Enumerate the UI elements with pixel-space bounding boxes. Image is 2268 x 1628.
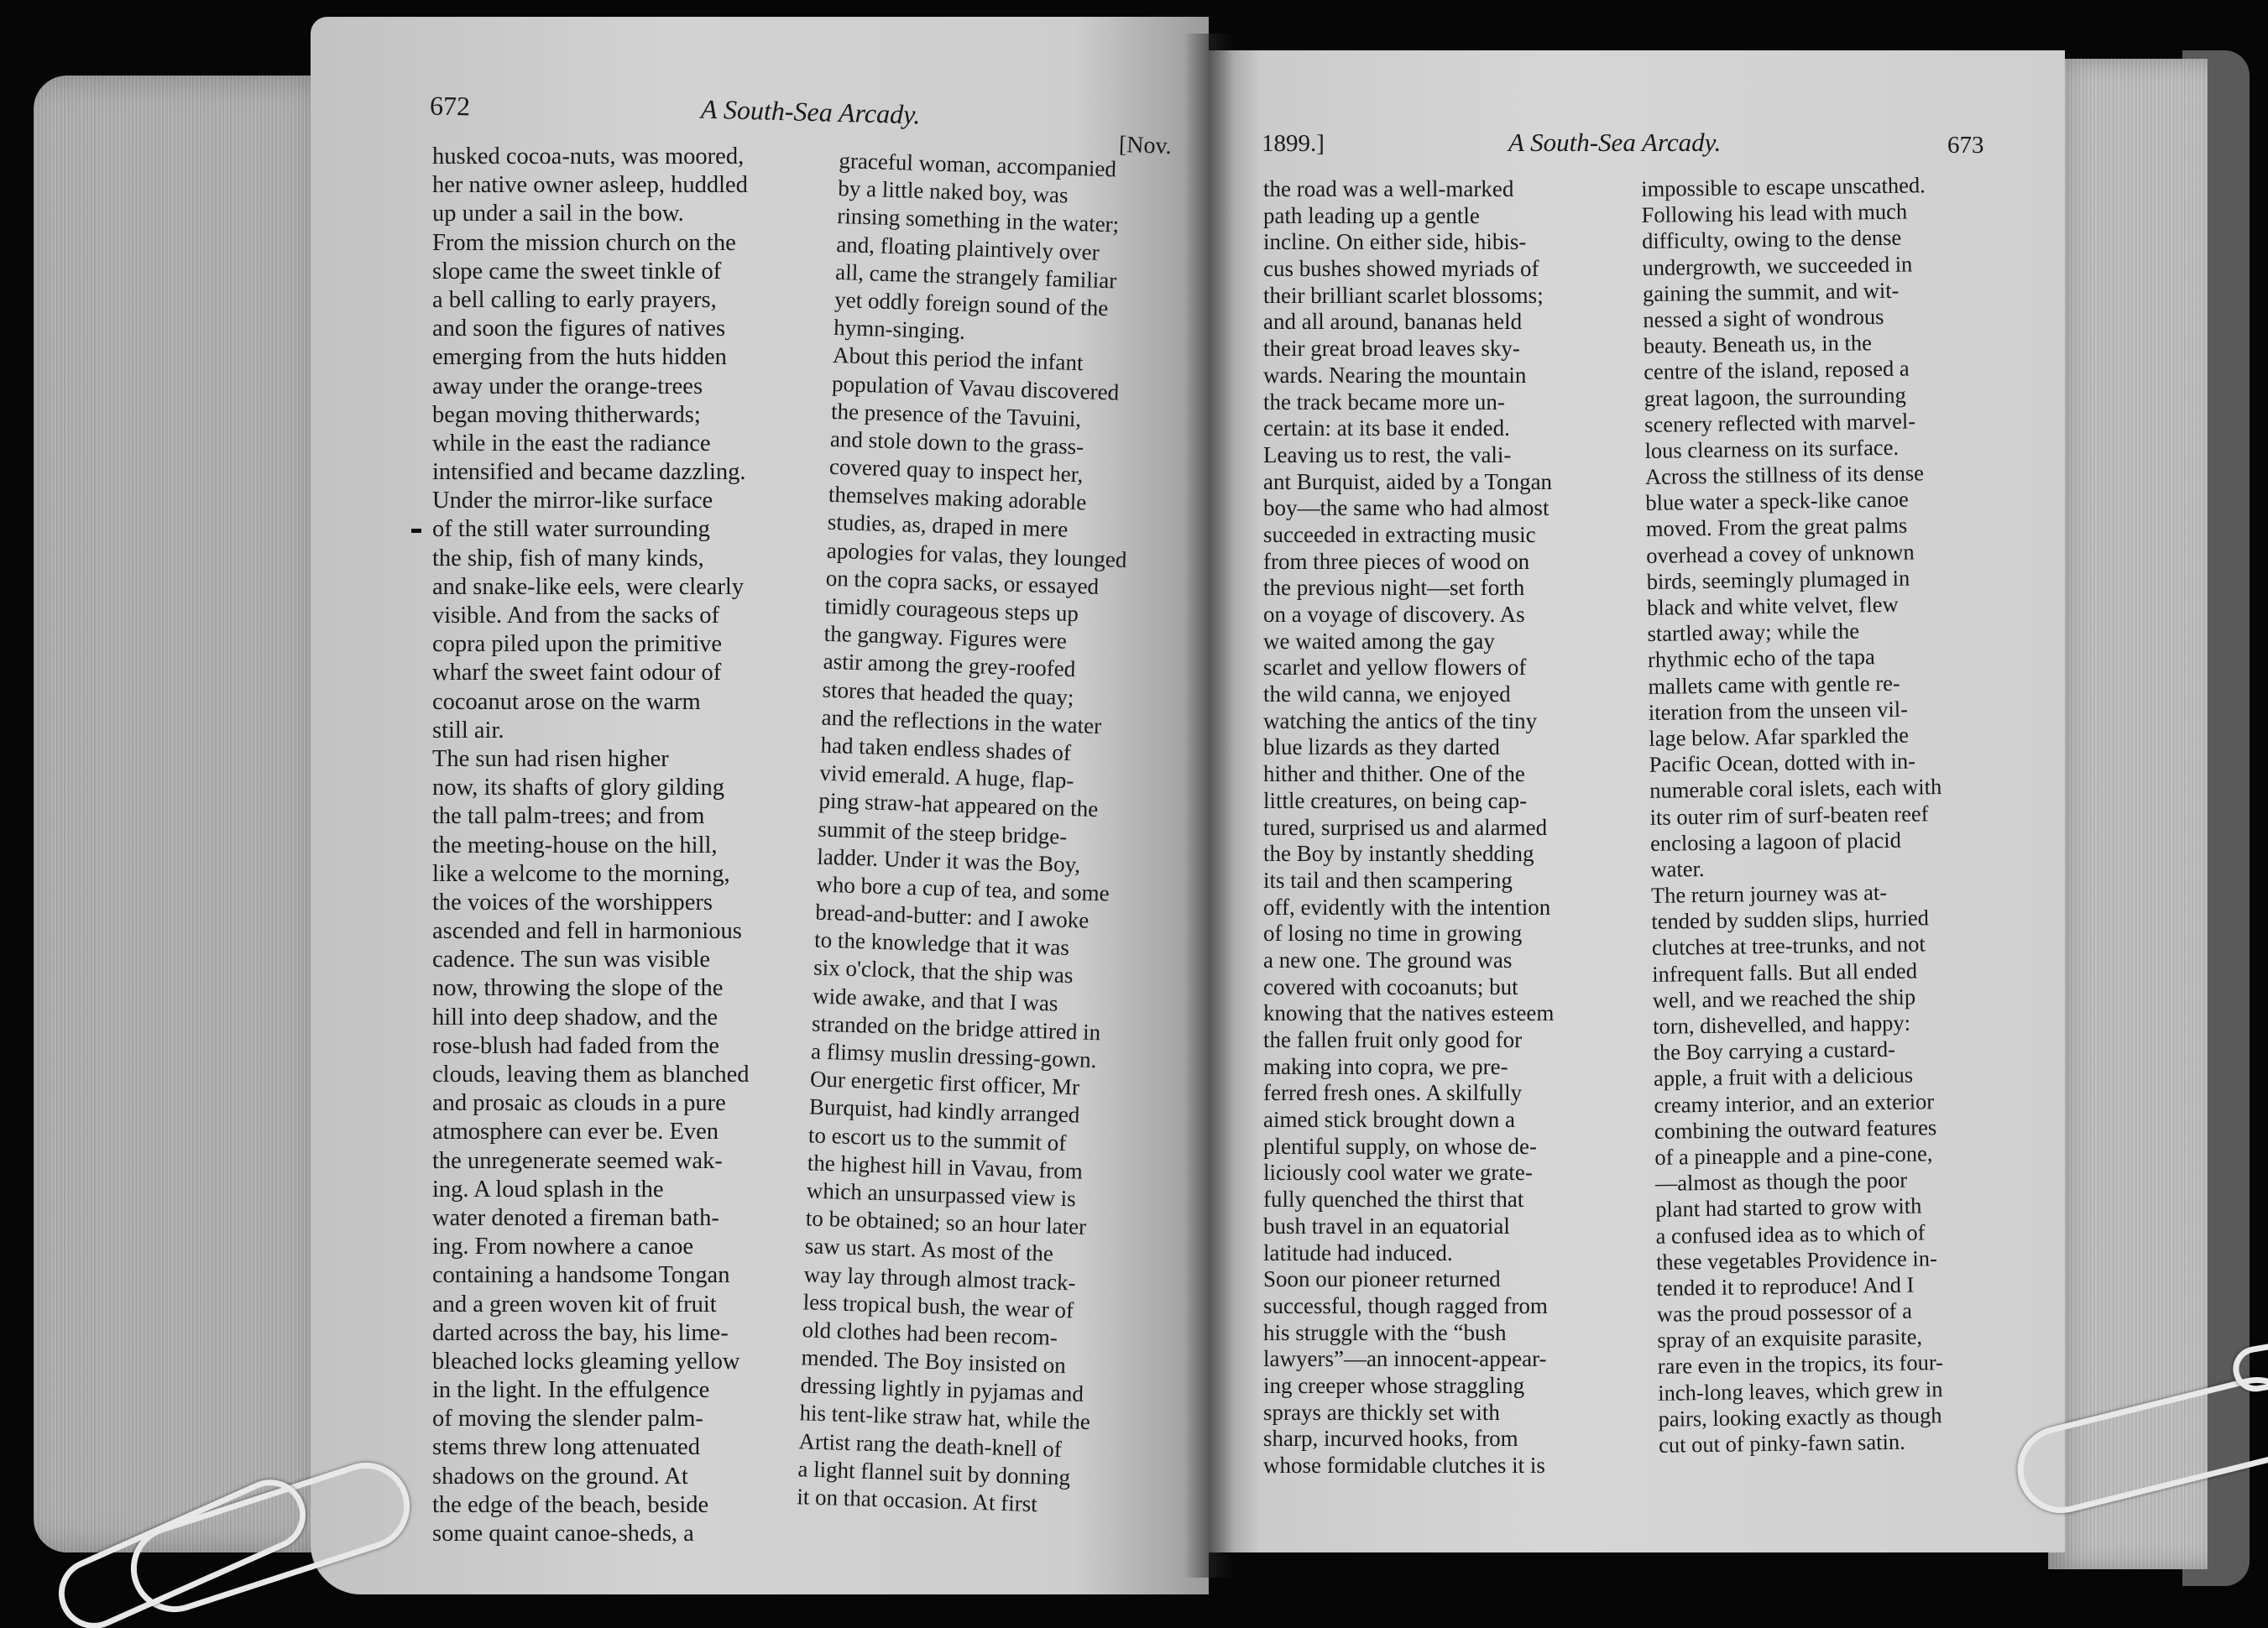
text-line: creamy interior, and an exterior [1654,1088,1935,1118]
text-line: torn, dishevelled, and happy: [1652,1010,1911,1039]
text-line: some quaint canoe-sheds, a [432,1521,694,1547]
text-line: less tropical bush, the wear of [802,1289,1074,1323]
left-page-number: 672 [429,90,471,122]
text-line: well, and we reached the ship [1652,984,1916,1013]
text-line: water. [1650,855,1705,882]
right-page-number: 673 [1947,132,1984,159]
text-line: bread-and-butter: and I awoke [814,899,1090,933]
text-line: bleached locks gleaming yellow [432,1348,740,1375]
text-line: away under the orange-trees [432,373,703,399]
text-line: in the light. In the effulgence [432,1377,710,1404]
text-line: their great broad leaves sky- [1263,336,1520,362]
text-line: making into copra, we pre- [1263,1053,1508,1079]
text-line: stems threw long attenuated [432,1434,700,1461]
text-line: hymn-singing. [833,315,966,344]
text-line: iteration from the unseen vil- [1648,696,1909,725]
text-line: clutches at tree-trunks, and not [1651,931,1926,961]
text-line: startled away; while the [1647,618,1860,647]
text-line: containing a handsome Tongan [432,1262,730,1289]
text-line: mallets came with gentle re- [1648,670,1900,699]
text-line: ing creeper whose straggling [1263,1372,1525,1398]
text-line: covered with cocoanuts; but [1263,973,1518,999]
right-page-column-1 [1263,176,1623,1479]
text-line: bush travel in an equatorial [1263,1213,1510,1239]
text-line: had taken endless shades of [820,732,1072,765]
right-running-title: A South-Sea Arcady. [1508,128,1722,157]
text-line: wharf the sweet faint odour of [432,660,722,686]
text-line: the track became more un- [1263,389,1505,415]
text-line: saw us start. As most of the [804,1233,1054,1266]
text-line: emerging from the huts hidden [432,344,727,371]
text-line: we waited among the gay [1263,628,1495,654]
text-line: birds, seemingly plumaged in [1646,565,1910,594]
text-line: and a green woven kit of fruit [432,1291,717,1318]
text-line: these vegetables Providence in- [1655,1244,1938,1275]
text-line: atmosphere can ever be. Even [432,1119,719,1145]
text-line: rare even in the tropics, its four- [1657,1349,1944,1380]
text-line: and snake-like eels, were clearly [432,573,745,600]
text-line: off, evidently with the intention [1263,894,1551,920]
text-line: tended by sudden slips, hurried [1651,905,1930,935]
text-line: hither and thither. One of the [1263,761,1525,787]
text-line: Across the stillness of its dense [1644,460,1925,490]
text-line: was the proud possessor of a [1656,1297,1913,1327]
text-line: six o'clock, that the ship was [813,954,1074,989]
text-line: apple, a fruit with a delicious [1653,1062,1914,1092]
text-line: population of Vavau discovered [831,370,1120,405]
text-line: apologies for valas, they lounged [826,537,1127,572]
text-line: plentiful supply, on whose de- [1263,1133,1537,1159]
text-line: began moving thitherwards; [432,401,701,428]
text-line: from three pieces of wood on [1263,548,1530,574]
text-line: the tall palm-trees; and from [432,803,705,830]
text-line: covered quay to inspect her, [828,453,1084,488]
text-line: the highest hill in Vavau, from [807,1150,1084,1184]
text-line: —almost as though the poor [1654,1166,1908,1197]
text-line: his tent-like straw hat, while the [799,1400,1091,1435]
text-line: and prosaic as clouds in a pure [432,1090,726,1117]
text-line: the road was a well-marked [1263,176,1514,201]
text-line: impossible to escape unscathed. [1641,172,1926,201]
text-line: a light flannel suit by donning [797,1456,1071,1490]
text-line: still air. [432,717,504,744]
text-line: studies, as, draped in mere [827,509,1069,543]
text-line: inch-long leaves, which grew in [1658,1375,1943,1406]
text-line: watching the antics of the tiny [1263,707,1538,733]
text-line: Our energetic first officer, Mr [809,1066,1080,1100]
text-line: to escort us to the summit of [807,1121,1067,1156]
text-line: to the knowledge that it was [813,926,1070,961]
text-line: stranded on the bridge attired in [811,1010,1101,1046]
book-gutter [1184,34,1234,1578]
text-line: a flimsy muslin dressing-gown. [810,1038,1097,1073]
text-line: enclosing a lagoon of placid [1649,827,1902,856]
text-line: of losing no time in growing [1263,921,1523,947]
text-line: Burquist, had kindly arranged [808,1093,1080,1128]
text-line: yet oddly foreign sound of the [834,286,1109,321]
text-line: on the copra sacks, or essayed [825,565,1100,599]
text-line: Pacific Ocean, dotted with in- [1649,748,1916,778]
text-line: nessed a sight of wondrous [1643,303,1884,332]
left-date-mark: [Nov. [1118,131,1173,160]
text-line: by a little naked boy, was [837,175,1069,208]
text-line: lous clearness on its surface. [1644,434,1900,463]
text-line: beauty. Beneath us, in the [1643,330,1873,359]
text-line: little creatures, on being cap- [1263,787,1528,813]
text-line: and stole down to the grass- [829,425,1084,460]
text-line: clouds, leaving them as blanched [432,1062,750,1088]
text-line: scarlet and yellow flowers of [1263,655,1527,681]
margin-mark [411,529,421,533]
text-line: intensified and became dazzling. [432,459,746,486]
text-line: which an unsurpassed view is [806,1177,1077,1212]
text-line: their brilliant scarlet blossoms; [1263,282,1544,308]
text-line: aimed stick brought down a [1263,1107,1515,1133]
text-line: whose formidable clutches it is [1263,1453,1545,1478]
text-line: the Boy by instantly shedding [1263,841,1534,867]
right-page-block-edge [2048,59,2208,1569]
text-line: of the still water surrounding [432,516,710,543]
text-line: blue lizards as they darted [1263,734,1500,760]
text-line: moved. From the great palms [1645,513,1908,542]
text-line: wards. Nearing the mountain [1263,362,1527,388]
text-line: themselves making adorable [828,482,1087,515]
text-line: the voices of the worshippers [432,889,713,916]
text-line: the meeting-house on the hill, [432,832,718,858]
text-line: rinsing something in the water; [836,203,1120,237]
text-line: the gangway. Figures were [823,620,1068,654]
text-line: while in the east the radiance [432,430,711,457]
text-line: certain: at its base it ended. [1263,415,1510,441]
text-line: lawyers”—an innocent-appear- [1263,1346,1547,1372]
text-line: cocoanut arose on the warm [432,688,701,715]
text-line: dressing lightly in pyjamas and [800,1372,1084,1407]
text-line: scenery reflected with marvel- [1644,408,1916,437]
text-line: rose-blush had faded from the [432,1032,719,1059]
text-line: ing. A loud splash in the [432,1176,664,1203]
text-line: the fallen fruit only good for [1263,1027,1523,1052]
text-line: sharp, incurved hooks, from [1263,1426,1518,1452]
text-line: ant Burquist, aided by a Tongan [1263,468,1553,494]
text-line: darted across the bay, his lime- [432,1319,729,1346]
left-page-column-1 [432,143,818,1548]
text-line: knowing that the natives esteem [1263,1000,1555,1026]
text-line: and the reflections in the water [821,704,1102,738]
text-line: the Boy carrying a custard- [1653,1036,1896,1066]
text-line: ping straw-hat appeared on the [818,787,1099,822]
text-line: it on that occasion. At first [796,1484,1038,1517]
text-line: of moving the slender palm- [432,1406,703,1432]
text-line: wide awake, and that I was [812,983,1058,1016]
text-line: and soon the figures of natives [432,316,726,342]
text-line: now, throwing the slope of the [432,975,724,1002]
text-line: hill into deep shadow, and the [432,1004,719,1031]
text-line: visible. And from the sacks of [432,603,719,629]
text-line: shadows on the ground. At [432,1463,688,1490]
left-page-block-edge [34,76,336,1552]
text-line: who bore a cup of tea, and some [815,871,1110,906]
text-line: cut out of pinky-fawn satin. [1658,1428,1905,1458]
text-line: combining the outward features [1654,1114,1937,1144]
text-line: tured, surprised us and alarmed [1263,814,1548,840]
text-line: the previous night—set forth [1263,575,1525,601]
text-line: The return journey was at- [1650,879,1888,908]
text-line: About this period the infant [832,342,1084,376]
text-line: of a pineapple and a pine-cone, [1654,1140,1933,1170]
text-line: incline. On either side, hibis- [1263,229,1527,255]
text-line: blue water a speck-like canoe [1645,486,1910,516]
text-line: all, came the strangely familiar [834,258,1117,294]
text-line: Leaving us to rest, the vali- [1263,441,1512,467]
text-line: now, its shafts of glory gilding [432,775,725,801]
text-line: latitude had induced. [1263,1239,1453,1265]
text-line: path leading up a gentle [1263,202,1480,228]
text-line: water denoted a fireman bath- [432,1204,719,1231]
text-line: numerable coral islets, each with [1649,774,1942,804]
text-line: and all around, bananas held [1263,309,1523,335]
text-line: mended. The Boy insisted on [801,1344,1067,1379]
text-line: old clothes had been recom- [802,1317,1058,1350]
text-line: graceful woman, accompanied [839,147,1117,182]
text-line: lage below. Afar sparkled the [1649,722,1910,751]
text-line: sprays are thickly set with [1263,1399,1500,1425]
text-line: ascended and fell in harmonious [432,918,742,945]
text-line: liciously cool water we grate- [1263,1160,1533,1186]
right-date-mark: 1899.] [1262,130,1325,157]
text-line: a bell calling to early prayers, [432,286,717,313]
text-line: astir among the grey-roofed [823,649,1076,682]
text-line: fully quenched the thirst that [1263,1187,1524,1213]
text-line: on a voyage of discovery. As [1263,602,1525,627]
text-line: his struggle with the “bush [1263,1319,1507,1345]
text-line: copra piled upon the primitive [432,631,723,658]
text-line: cus bushes showed myriads of [1263,256,1539,282]
text-line: up under a sail in the bow. [432,201,684,227]
text-line: spray of an exquisite parasite, [1657,1323,1923,1354]
text-line: husked cocoa-nuts, was moored, [432,143,745,170]
text-line: the edge of the beach, beside [432,1491,709,1518]
text-line: her native owner asleep, huddled [432,172,748,199]
text-line: undergrowth, we succeeded in [1642,251,1913,280]
text-line: great lagoon, the surrounding [1644,382,1906,411]
text-line: timidly courageous steps up [824,592,1079,627]
left-running-title: A South-Sea Arcady. [700,93,922,130]
text-line: the presence of the Tavuini, [830,398,1082,431]
text-line: boy—the same who had almost [1263,495,1549,521]
text-line: stores that headed the quay; [822,676,1074,710]
text-line: pairs, looking exactly as though [1658,1401,1942,1432]
text-line: vivid emerald. A huge, flap- [819,759,1074,794]
text-line: black and white velvet, flew [1646,591,1899,620]
text-line: the ship, fish of many kinds, [432,545,704,571]
text-line: infrequent falls. But all ended [1652,957,1918,987]
text-line: way lay through almost track- [803,1260,1077,1296]
text-line: tended it to reproduce! And I [1656,1271,1915,1301]
text-line: overhead a covey of unknown [1646,539,1915,568]
text-line: slope came the sweet tinkle of [432,258,722,284]
left-page-column-2 [797,147,1175,1521]
text-line: and, floating plaintively over [835,231,1100,265]
text-line: Under the mirror-like surface [432,488,713,514]
text-line: the wild canna, we enjoyed [1263,681,1511,707]
text-line: centre of the island, reposed a [1644,355,1910,385]
text-line: like a welcome to the morning, [432,860,730,887]
text-line: successful, though ragged from [1263,1292,1548,1318]
text-line: the unregenerate seemed wak- [432,1147,723,1174]
text-line: ladder. Under it was the Boy, [816,843,1081,878]
text-line: plant had started to grow with [1654,1192,1922,1223]
text-line: its outer rim of surf-beaten reef [1649,800,1929,830]
text-line: ferred fresh ones. A skilfully [1263,1080,1523,1106]
text-line: a new one. The ground was [1263,947,1513,973]
text-line: rhythmic echo of the tapa [1647,644,1876,673]
text-line: succeeded in extracting music [1263,521,1536,547]
text-line: Following his lead with much [1641,198,1908,228]
text-line: ing. From nowhere a canoe [432,1234,694,1260]
text-line: cadence. The sun was visible [432,947,711,973]
text-line: to be obtained; so an hour later [805,1205,1087,1239]
text-line: Artist rang the death-knell of [798,1427,1063,1462]
text-line: summit of the steep bridge- [818,816,1068,849]
text-line: gaining the summit, and wit- [1642,277,1900,306]
text-line: The sun had risen higher [432,745,669,772]
text-line: its tail and then scampering [1263,867,1513,893]
text-line: a confused idea as to which of [1655,1218,1926,1249]
text-line: difficulty, owing to the dense [1641,225,1902,254]
text-line: From the mission church on the [432,229,736,256]
right-page-column-2 [1641,171,2003,1458]
text-line: Soon our pioneer returned [1263,1266,1501,1292]
